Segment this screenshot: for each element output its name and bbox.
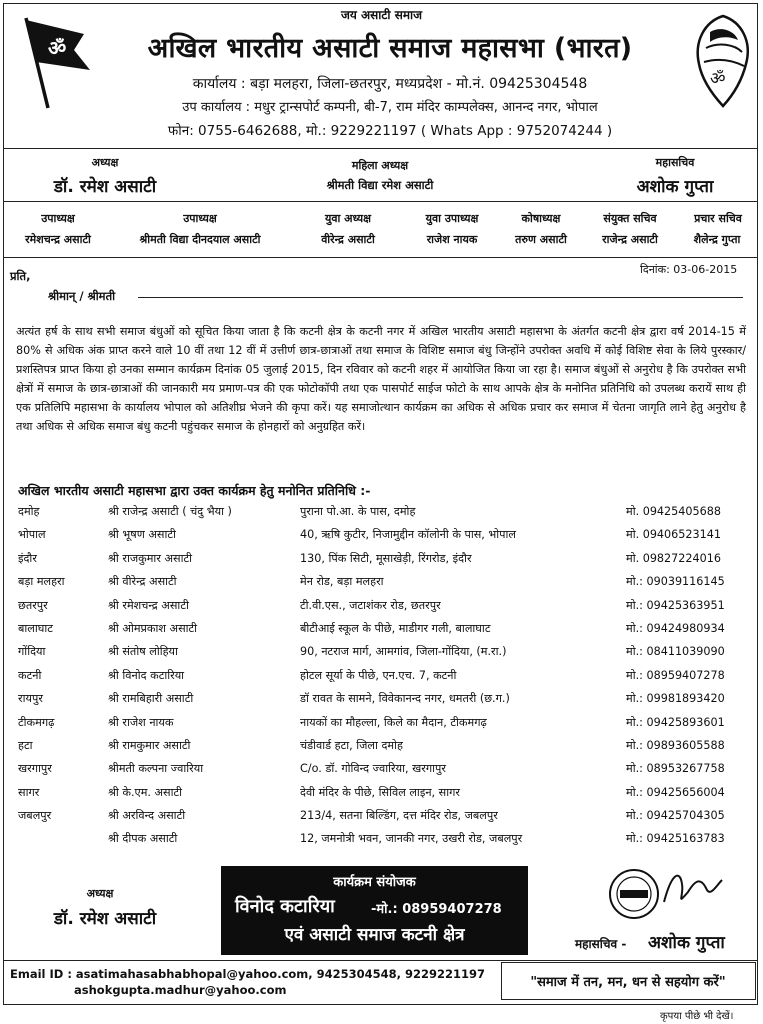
rep-place: छतरपुर (18, 598, 48, 612)
divider (3, 148, 758, 149)
letter-to: प्रति, (10, 269, 31, 283)
rep-place: बड़ा मलहरा (18, 575, 65, 589)
rep-mobile: मो.: 09425656004 (626, 785, 725, 799)
email-line: Email ID : asatimahasabhabhopal@yahoo.com, 9425304548, 9229221197 (10, 967, 486, 981)
rep-name: श्री राजकुमार असाटी (108, 551, 193, 565)
rep-place: सागर (18, 785, 40, 799)
office-address: कार्यालय : बड़ा मलहरा, जिला-छतरपुर, मध्यप्रदेश - मो.नं. 09425304548 (192, 76, 588, 92)
rep-place: भोपाल (18, 528, 46, 542)
rep-name: श्री रमेशचन्द्र असाटी (108, 598, 189, 612)
representative-row (18, 504, 748, 527)
rep-name: श्री ओमप्रकाश असाटी (108, 621, 198, 635)
women-president-role: महिला अध्यक्ष (351, 159, 409, 172)
officer-role: प्रचार सचिव (694, 212, 742, 225)
officer-name: वीरेन्द्र असाटी (321, 233, 375, 246)
rep-mobile: मो.: 09424980934 (626, 621, 725, 635)
rep-name: श्रीमती कल्पना ज्वारिया (108, 762, 204, 776)
rep-name: श्री संतोष लोहिया (108, 645, 178, 659)
rep-name: श्री राजेन्द्र असाटी ( चंदु भैया ) (108, 505, 232, 518)
rep-address: चंडीवार्ड हटा, जिला दमोह (300, 738, 403, 752)
coordinator-box (221, 866, 528, 955)
rep-mobile: मो. 09406523141 (626, 528, 721, 542)
representative-row (18, 831, 748, 854)
president-role: अध्यक्ष (91, 156, 119, 169)
footer-secretary-role: महासचिव - (575, 937, 627, 951)
rep-name: श्री रामकुमार असाटी (108, 738, 191, 752)
representative-row (18, 621, 748, 644)
representative-row (18, 668, 748, 691)
rep-name: श्री अरविन्द असाटी (108, 809, 186, 823)
rep-place: गोंदिया (18, 645, 46, 659)
rep-address: 12, जमनोत्री भवन, जानकी नगर, उखरी रोड, जबलपुर (300, 832, 523, 846)
rep-address: C/o. डॉ. गोविन्द ज्वारिया, खरगापुर (300, 762, 446, 776)
rep-mobile: मो.: 09425704305 (626, 809, 725, 823)
overleaf-note: कृपया पीछे भी देखें। (660, 1011, 734, 1022)
slogan: "समाज में तन, मन, धन से सहयोग करें" (530, 975, 726, 990)
list-heading: अखिल भारतीय असाटी महासभा द्वारा उक्त कार्यक्रम हेतु मनोनित प्रतिनिधि :- (18, 483, 371, 498)
rep-place: हटा (18, 738, 33, 752)
rep-mobile: मो.: 08953267758 (626, 762, 725, 776)
rep-address: 130, पिंक सिटी, मूसाखेड़ी, रिंगरोड, इंदौर (300, 551, 472, 565)
official-seal-icon (606, 862, 726, 922)
salutation: श्रीमान् / श्रीमती (48, 289, 116, 303)
officer-role: युवा अध्यक्ष (325, 212, 371, 225)
rep-mobile: मो.: 09893605588 (626, 738, 725, 752)
rep-address: टी.वी.एस., जटाशंकर रोड, छतरपुर (300, 598, 441, 612)
rep-place: बालाघाट (18, 621, 53, 635)
representative-row (18, 785, 748, 808)
rep-mobile: मो.: 09425163783 (626, 832, 725, 846)
organization-title: अखिल भारतीय असाटी समाज महासभा (भारत) (147, 33, 633, 64)
top-caption: जय असाटी समाज (340, 8, 423, 22)
divider (3, 257, 758, 258)
representative-row (18, 738, 748, 761)
letter-date: दिनांक: 03-06-2015 (640, 263, 738, 276)
rep-place: दमोह (18, 505, 40, 518)
officer-role: कोषाध्यक्ष (521, 212, 561, 225)
rep-address: देवी मंदिर के पीछे, सिविल लाइन, सागर (300, 785, 460, 799)
rep-mobile: मो.: 09425363951 (626, 598, 725, 612)
officer-name: तरुण असाटी (515, 233, 567, 246)
footer-president-role: अध्यक्ष (86, 887, 114, 900)
representative-row (18, 574, 748, 597)
rep-mobile: मो.: 08959407278 (626, 668, 725, 682)
officer-role: संयुक्त सचिव (603, 212, 657, 225)
rep-name: श्री वीरेन्द्र असाटी (108, 575, 177, 589)
addressee-line (138, 297, 743, 298)
representative-row (18, 691, 748, 714)
women-president-name: श्रीमती विद्या रमेश असाटी (326, 178, 434, 192)
footer-president-name: डॉ. रमेश असाटी (53, 909, 157, 929)
rep-address: डॉ रावत के सामने, विवेकानन्द नगर, धमतरी (छ.ग.) (300, 692, 510, 706)
representatives-list (18, 504, 748, 855)
rep-address: 40, ऋषि कुटीर, निजामुद्दीन कॉलोनी के पास, भोपाल (300, 528, 517, 542)
slogan-box (501, 962, 756, 1000)
divider (3, 201, 758, 202)
rep-address: मेन रोड, बड़ा मलहरा (300, 575, 384, 589)
representative-row (18, 644, 748, 667)
coordinator-mobile: -मो.: 08959407278 (371, 902, 502, 917)
president-name: डॉ. रमेश असाटी (53, 177, 157, 197)
letter-body: अत्यंत हर्ष के साथ सभी समाज बंधुओं को सूचित किया जाता है कि कटनी क्षेत्र के कटनी नगर में अखिल भारतीय असाटी महासभा के अंतर्गत कटनी क्षेत्र द्वारा वर्ष 2014-15 में 80% से अधिक अंक प्राप्त करने वाले 10 वीं तथा 12 वीं में उत्तीर्ण छात्र-छात्राओं तथा समाज के विशिष्ट समाज बंधु जिन्होंने उपरोक्त अवधि में कोई विशिष्ट सेवा के लिये पुरस्कार/प्रशस्तिपत्र प्राप्त किया हो उनका सम्मान कार्यक्रम दिनांक 05 जुलाई 2015, दिन रविवार को कटनी शहर में आयोजित किया जा रहा है। समाज बंधुओं से अनुरोध है कि उपरोक्त सभी क्षेत्रों में समाज के छात्र-छात्राओं की जानकारी मय प्रमाण-पत्र की एक फोटोकॉपी तथा एक पासपोर्ट साईज फोटो के साथ आपके क्षेत्र के मनोनित प्रतिनिधि को उपलब्ध करायें साथ ही एक प्रतिलिपि महासभा के कार्यालय भोपाल को अतिशीघ्र भेजने की कृपा करें। यह समाजोत्थान कार्यक्रम का अधिक से अधिक प्रचार कर समाज में चेतना जागृति लाने हेतु अनुरोध है तथा अधिक से अधिक समाज बंधु कटनी पहुंचकर समाज के होनहारों को अनुग्रहित करें। (16, 325, 746, 433)
rep-name: श्री विनोद कटारिया (108, 668, 185, 682)
rep-mobile: मो. 09425405688 (626, 505, 721, 518)
rep-address: होटल सूर्या के पीछे, एन.एच. 7, कटनी (300, 668, 457, 682)
officer-role: उपाध्यक्ष (41, 212, 75, 225)
rep-address: 90, नटराज मार्ग, आमगांव, जिला-गोंदिया, (म.रा.) (300, 645, 507, 659)
representative-row (18, 761, 748, 784)
rep-address: नायकों का मौहल्ला, किले का मैदान, टीकमगढ़ (300, 715, 487, 729)
coordinator-heading: कार्यक्रम संयोजक (333, 875, 416, 890)
officer-role: उपाध्यक्ष (183, 212, 217, 225)
om-flag-icon (14, 12, 94, 112)
rep-place: टीकमगढ़ (18, 715, 55, 729)
rep-address: 213/4, सतना बिल्डिंग, दत्त मंदिर रोड, जबलपुर (300, 809, 498, 823)
sub-office-address: उप कार्यालय : मधुर ट्रान्सपोर्ट कम्पनी, बी-7, राम मंदिर काम्पलेक्स, आनन्द नगर, भोपाल (182, 100, 598, 115)
rep-name: श्री के.एम. असाटी (108, 785, 183, 799)
coordinator-region: एवं असाटी समाज कटनी क्षेत्र (284, 925, 465, 945)
rep-mobile: मो.: 09981893420 (626, 692, 725, 706)
rep-place: जबलपुर (18, 809, 52, 823)
rep-name: श्री दीपक असाटी (108, 832, 178, 846)
flag-om-glyph: ॐ (48, 36, 67, 60)
general-secretary-role: महासचिव (655, 156, 695, 169)
representative-row (18, 715, 748, 738)
rep-mobile: मो. 09827224016 (626, 551, 721, 565)
representative-row (18, 808, 748, 831)
general-secretary-name: अशोक गुप्ता (636, 177, 714, 197)
officer-name: श्रीमती विद्या दीनदयाल असाटी (139, 233, 261, 246)
rep-address: पुराना पो.आ. के पास, दमोह (300, 505, 416, 518)
conch-om-glyph: ॐ (710, 69, 726, 89)
rep-mobile: मो.: 09039116145 (626, 575, 725, 589)
phone-line: फोन: 0755-6462688, मो.: 9229221197 ( Whats App : 9752074244 ) (167, 123, 613, 139)
officer-name: शैलेन्द्र गुप्ता (693, 233, 741, 246)
officer-name: राजेश नायक (426, 233, 478, 246)
email-line-2: ashokgupta.madhur@yahoo.com (74, 983, 287, 997)
rep-mobile: मो.: 09425893601 (626, 715, 725, 729)
officer-name: रमेशचन्द्र असाटी (25, 233, 91, 246)
footer-secretary-name: अशोक गुप्ता (648, 933, 725, 953)
representative-row (18, 527, 748, 550)
rep-name: श्री रामबिहारी असाटी (108, 692, 194, 706)
coordinator-name: विनोद कटारिया (235, 896, 335, 917)
rep-place: खरगापुर (18, 762, 52, 776)
representative-row (18, 551, 748, 574)
representative-row (18, 598, 748, 621)
rep-place: कटनी (18, 668, 42, 682)
rep-mobile: मो.: 08411039090 (626, 645, 725, 659)
divider (3, 960, 758, 961)
rep-name: श्री भूषण असाटी (108, 528, 176, 542)
rep-place: इंदौर (18, 551, 37, 565)
conch-shell-icon (690, 12, 756, 110)
rep-name: श्री राजेश नायक (108, 715, 174, 729)
officer-role: युवा उपाध्यक्ष (425, 212, 479, 225)
rep-address: बीटीआई स्कूल के पीछे, माडीगर गली, बालाघाट (300, 621, 491, 635)
rep-place: रायपुर (18, 692, 43, 706)
officer-name: राजेन्द्र असाटी (602, 233, 658, 246)
